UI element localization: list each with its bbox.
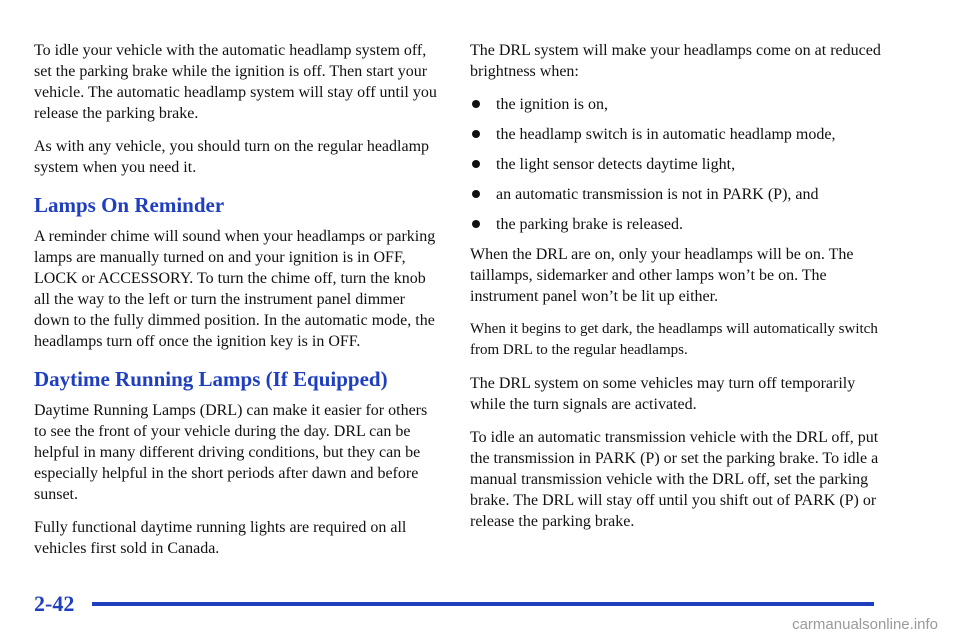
left-paragraph-1: To idle your vehicle with the automatic headlamp system off, set the parking brake while the ignition is off. Then start your vehicle. The automatic headlamp system will stay off until you release the parking brake. [34,42,437,122]
bullet-icon [472,130,480,138]
list-item: an automatic transmission is not in PARK (P), and [470,184,890,205]
right-paragraph-3: The DRL system on some vehicles may turn off temporarily while the turn signals are activated. [470,375,856,413]
right-paragraph-4: To idle an automatic transmission vehicle with the DRL off, put the transmission in PARK (P) or set the parking brake. To idle a manual transmission vehicle with the DRL off, set the parking brake. The DRL will stay off until you shift out of PARK (P) or release the parking brake. [470,429,879,530]
left-paragraph-4: Daytime Running Lamps (DRL) can make it easier for others to see the front of your vehicle during the day. DRL can be helpful in many different driving conditions, but they can be especially helpful in the short periods after dawn and before sunset. [34,402,428,503]
list-item: the parking brake is released. [470,214,890,235]
footer-rule [92,602,874,606]
right-column [470,40,890,544]
bullet-icon [472,160,480,168]
list-item: the headlamp switch is in automatic headlamp mode, [470,124,890,145]
left-paragraph-2: As with any vehicle, you should turn on the regular headlamp system when you need it. [34,138,430,176]
bullet-icon [472,190,480,198]
watermark: carmanualsonline.info [792,616,938,633]
right-paragraph-1: When the DRL are on, only your headlamps will be on. The taillamps, sidemarker and other lamps won’t be on. The instrument panel won’t be lit up either. [470,246,854,305]
heading-daytime-running-lamps: Daytime Running Lamps (If Equipped) [34,367,388,391]
bullet-icon [472,100,480,108]
left-paragraph-5: Fully functional daytime running lights are required on all vehicles first sold in Canada. [34,519,407,557]
left-paragraph-3: A reminder chime will sound when your headlamps or parking lamps are manually turned on and your ignition is in OFF, LOCK or ACCESSORY. To turn the chime off, turn the knob all the way to the left or turn the instrument panel dimmer down to the fully dimmed position. In the automatic mode, the headlamps turn off once the ignition key is in OFF. [34,228,436,350]
right-intro: The DRL system will make your headlamps come on at reduced brightness when: [470,42,881,80]
right-paragraph-2: When it begins to get dark, the headlamps will automatically switch from DRL to the regular headlamps. [470,321,878,358]
bullet-icon [472,220,480,228]
heading-lamps-on-reminder: Lamps On Reminder [34,193,225,217]
drl-conditions-list [470,94,890,235]
list-item: the light sensor detects daytime light, [470,154,890,175]
page-number: 2-42 [34,591,75,616]
list-item: the ignition is on, [470,94,890,115]
left-column [34,40,440,571]
